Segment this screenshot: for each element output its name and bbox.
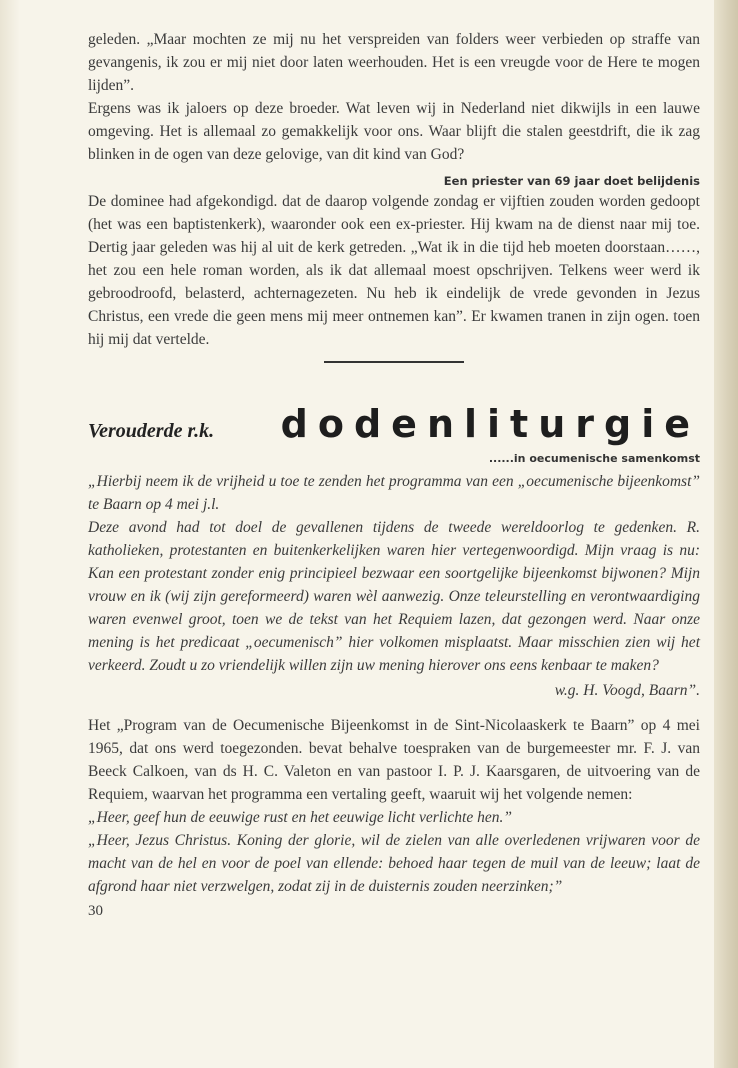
section-subheading: Een priester van 69 jaar doet belijdenis [443,174,700,188]
document-page [88,28,700,923]
article-header [88,402,700,446]
article-priester [88,28,700,363]
article-kicker: Verouderde r.k. [88,420,215,442]
requiem-quotes [88,806,700,898]
book-spine [714,0,738,1068]
section-divider [324,361,464,363]
article-subtitle: ......in oecumenische samenkomst [488,452,700,465]
page-number: 30 [88,903,103,919]
quote-1: „Heer, geef hun de eeuwige rust en het eeuwige licht verlichte hen.” [88,809,512,826]
article-dodenliturgie [88,402,700,898]
paragraph-1: geleden. „Maar mochten ze mij nu het verspreiden van folders weer verbieden op straffe van gevangenis, ik zou er mij niet door laten weerhouden. Het is een vreugde voor de Here te mogen lijden”. [88,31,700,94]
paragraph-2: Ergens was ik jaloers op deze broeder. Wat leven wij in Nederland niet dikwijls in een lauwe omgeving. Het is allemaal zo gemakkelijk voor ons. Waar blijft die stalen geestdrift, die ik zag blinken in de ogen van deze gelovige, van dit kind van God? [88,100,700,163]
letter-signature: w.g. H. Voogd, Baarn”. [554,682,700,699]
letter-paragraph-1: „Hierbij neem ik de vrijheid u toe te zenden het programma van een „oecumenische bijeenkomst” te Baarn op 4 mei j.l. [88,473,700,513]
article-body: Het „Program van de Oecumenische Bijeenkomst in de Sint-Nicolaaskerk te Baarn” op 4 mei 1965, dat ons werd toegezonden. bevat behalve toespraken van de burgemeester mr. F. J. van Beeck Calkoen, van ds H. C. Valeton en van pastoor I. P. J. Kaarsgaren, de uitvoering van de Requiem, waarvan het programma een vertaling geeft, waaruit wij het volgende nemen: [88,717,700,803]
letter-paragraph-2: Deze avond had tot doel de gevallenen tijdens de tweede wereldoorlog te gedenken. R. katholieken, protestanten en buitenkerkelijken waren hier vertegenwoordigd. Mijn vraag is nu: Kan een protestant zonder enig principieel bezwaar een soortgelijke bijeenkomst bijwonen? Mijn vrouw en ik (wij zijn gereformeerd) waren wèl aanwezig. Onze teleurstelling en verontwaardiging waren evenwel groot, toen we de tekst van het Requiem lazen, dat gezongen werd. Naar onze mening is het predicaat „oecumenisch” hier volkomen misplaatst. Maar misschien zien wij het verkeerd. Zoudt u zo vriendelijk willen zijn uw mening hierover ons eens kenbaar te maken? [88,519,700,674]
paragraph-3: De dominee had afgekondigd. dat de daarop volgende zondag er vijftien zouden worden gedoopt (het was een baptistenkerk), waaronder ook een ex-priester. Hij kwam na de dienst naar mij toe. Dertig jaar geleden was hij al uit de kerk getreden. „Wat ik in die tijd heb moeten doorstaan……, het zou een hele roman worden, als ik dat allemaal moest opschrijven. Telkens weer werd ik gebroodroofd, belasterd, achternagezeten. Nu heb ik eindelijk de vrede gevonden in Jezus Christus, een vrede die geen mens mij meer ontnemen kan”. Er kwamen tranen in zijn ogen. toen hij mij dat vertelde. [88,193,700,348]
quote-2: „Heer, Jezus Christus. Koning der glorie, wil de zielen van alle overledenen vrijwaren voor de macht van de hel en voor de poel van ellende: behoed haar tegen de muil van de leeuw; laat de afgrond haar niet verzwelgen, zodat zij in de duisternis zouden neerzinken;” [88,832,700,895]
article-title: dodenliturgie [280,402,700,446]
reader-letter [88,470,700,702]
page-left-shade [0,0,20,1068]
